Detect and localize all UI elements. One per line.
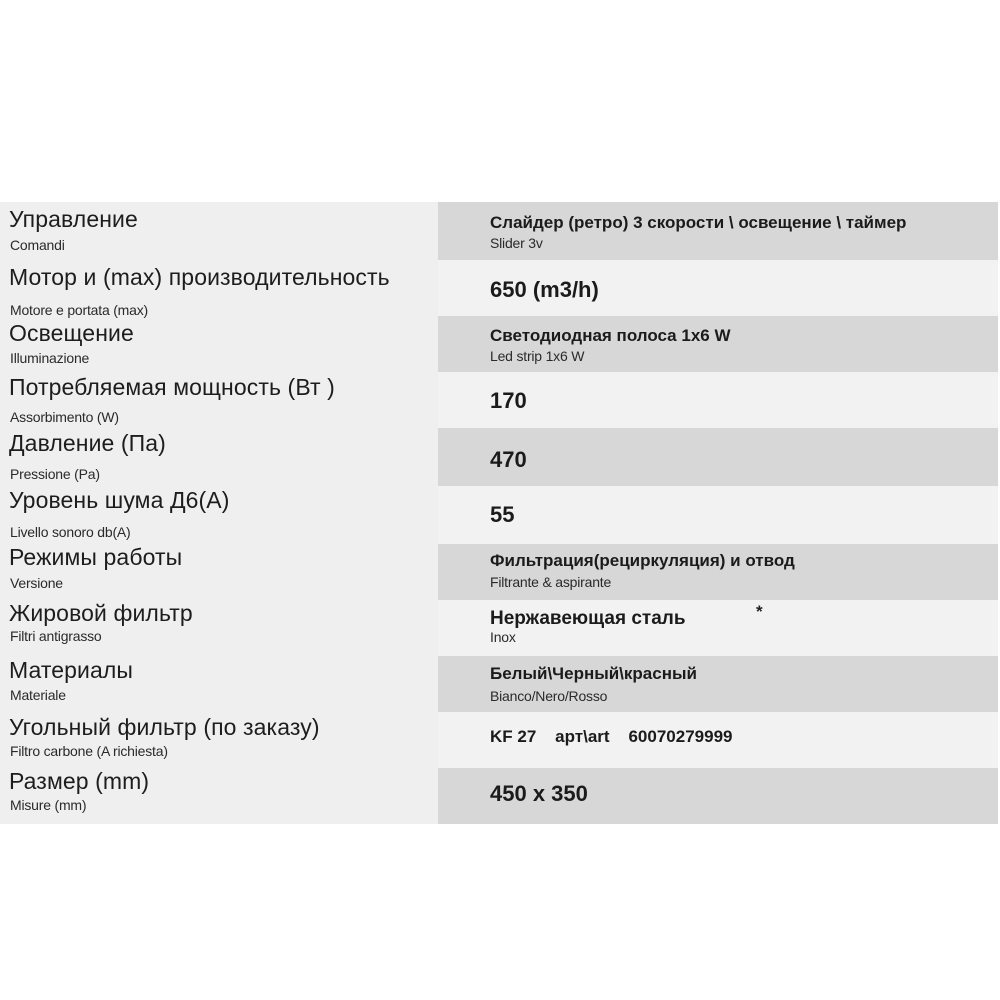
spec-row-grease-filter bbox=[0, 600, 998, 656]
label-ru: Размер (mm) bbox=[9, 768, 150, 794]
label-ru: Потребляемая мощность (Вт ) bbox=[9, 374, 335, 400]
value-sub: Inox bbox=[490, 629, 516, 645]
value-cell bbox=[438, 316, 998, 372]
spec-row-pressure bbox=[0, 428, 998, 486]
value-sub: Slider 3v bbox=[490, 235, 543, 251]
label-cell bbox=[0, 486, 437, 544]
value-cell bbox=[438, 486, 998, 544]
value-main: Слайдер (ретро) 3 скорости \ освещение \ таймер bbox=[490, 213, 907, 232]
value-sub: Filtrante & aspirante bbox=[490, 574, 612, 590]
value-main: Светодиодная полоса 1x6 W bbox=[490, 326, 731, 345]
value-cell bbox=[438, 768, 998, 824]
value-cell bbox=[438, 712, 998, 768]
spec-row-motor bbox=[0, 260, 998, 316]
label-cell bbox=[0, 260, 437, 316]
value-cell bbox=[438, 600, 998, 656]
label-ru: Управление bbox=[9, 206, 138, 232]
value-main: KF 27 арт\art 60070279999 bbox=[490, 727, 733, 746]
footnote-mark: * bbox=[756, 602, 763, 621]
label-cell bbox=[0, 544, 437, 600]
label-it: Livello sonoro db(A) bbox=[10, 524, 131, 540]
label-cell bbox=[0, 372, 437, 428]
label-cell bbox=[0, 768, 437, 824]
spec-row-modes bbox=[0, 544, 998, 600]
spec-row-carbon-filter bbox=[0, 712, 998, 768]
value-main: 650 (m3/h) bbox=[490, 277, 599, 302]
value-cell bbox=[438, 656, 998, 712]
spec-row-noise bbox=[0, 486, 998, 544]
label-ru: Давление (Па) bbox=[9, 430, 166, 456]
label-it: Filtro carbone (A richiesta) bbox=[10, 743, 168, 759]
label-it: Misure (mm) bbox=[10, 797, 87, 813]
label-it: Motore e portata (max) bbox=[10, 302, 148, 318]
spec-row-size bbox=[0, 768, 998, 824]
value-sub: Bianco/Nero/Rosso bbox=[490, 688, 608, 704]
value-cell bbox=[438, 428, 998, 486]
label-ru: Режимы работы bbox=[9, 544, 183, 570]
spec-row-lighting bbox=[0, 316, 998, 372]
label-ru: Жировой фильтр bbox=[9, 600, 193, 626]
label-it: Pressione (Pa) bbox=[10, 466, 100, 482]
label-ru: Материалы bbox=[9, 657, 134, 683]
value-main: 55 bbox=[490, 502, 515, 527]
spec-row-materials bbox=[0, 656, 998, 712]
label-ru: Угольный фильтр (по заказу) bbox=[9, 714, 320, 740]
label-cell bbox=[0, 600, 437, 656]
value-cell bbox=[438, 372, 998, 428]
value-main: Белый\Черный\красный bbox=[490, 664, 697, 683]
value-cell bbox=[438, 260, 998, 316]
label-it: Comandi bbox=[10, 237, 65, 253]
label-it: Assorbimento (W) bbox=[10, 409, 119, 425]
spec-table bbox=[0, 202, 998, 824]
label-ru: Освещение bbox=[9, 320, 134, 346]
label-it: Illuminazione bbox=[10, 350, 90, 366]
value-main: Фильтрация(рециркуляция) и отвод bbox=[490, 551, 795, 570]
label-ru: Мотор и (max) производительность bbox=[9, 264, 390, 290]
spec-row-power bbox=[0, 372, 998, 428]
label-it: Filtri antigrasso bbox=[10, 628, 102, 644]
label-cell bbox=[0, 428, 437, 486]
value-cell bbox=[438, 544, 998, 600]
label-cell bbox=[0, 656, 437, 712]
value-main: Нержавеющая сталь bbox=[490, 608, 686, 629]
label-it: Versione bbox=[10, 575, 63, 591]
value-main: 170 bbox=[490, 388, 527, 413]
spec-row-controls bbox=[0, 202, 998, 260]
label-it: Materiale bbox=[10, 687, 66, 703]
value-main: 470 bbox=[490, 447, 527, 472]
label-ru: Уровень шума Д6(А) bbox=[9, 487, 230, 513]
label-cell bbox=[0, 712, 437, 768]
value-main: 450 x 350 bbox=[490, 781, 588, 806]
label-cell bbox=[0, 316, 437, 372]
label-cell bbox=[0, 202, 437, 260]
value-cell bbox=[438, 202, 998, 260]
value-sub: Led strip 1x6 W bbox=[490, 348, 585, 364]
